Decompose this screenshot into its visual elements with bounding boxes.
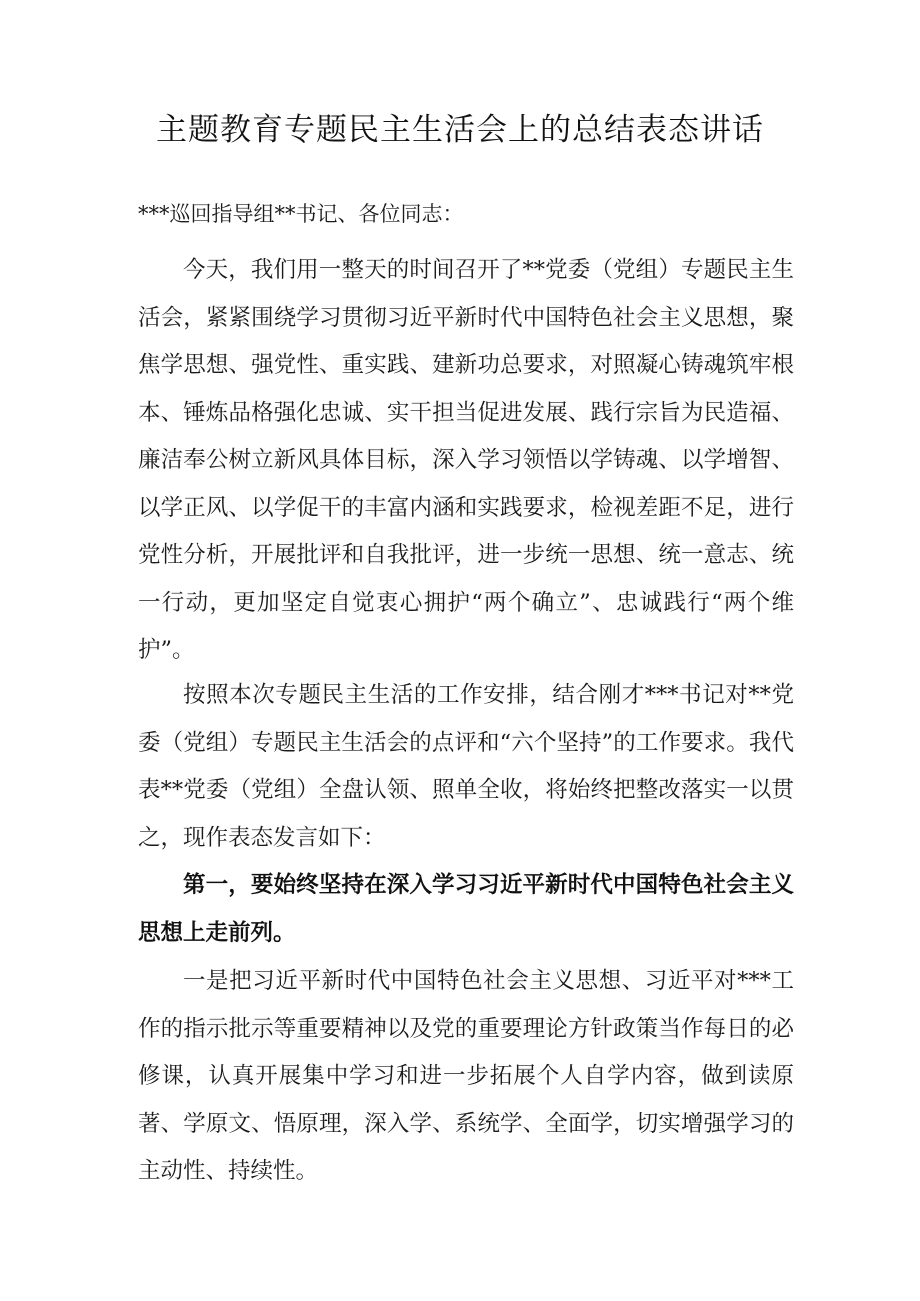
section-heading-first: 第一，要始终坚持在深入学习习近平新时代中国特色社会主义思想上走前列。	[138, 872, 794, 946]
paragraph-opening: 今天，我们用一整天的时间召开了**党委（党组）专题民主生活会，紧紧围绕学习贯彻习近平新时代中国特色社会主义思想，聚焦学思想、强党性、重实践、建新功总要求，对照凝心铸魂筑牢根本、锤炼品格强化忠诚、实干担当促进发展、践行宗旨为民造福、廉洁奉公树立新风具体目标，深入学习领悟以学铸魂、以学增智、以学正风、以学促干的丰富内涵和实践要求，检视差距不足，进行党性分析，开展批评和自我批评，进一步统一思想、统一意志、统一行动，更加坚定自觉衷心拥护“两个确立”、忠诚践行“两个维护”。	[138, 257, 794, 663]
salutation: ***巡回指导组**书记、各位同志：	[138, 202, 464, 226]
document-title: 主题教育专题民主生活会上的总结表态讲话	[156, 112, 764, 148]
paragraph-arrangement: 按照本次专题民主生活的工作安排，结合刚才***书记对**党委（党组）专题民主生活会的点评和“六个坚持”的工作要求。我代表**党委（党组）全盘认领、照单全收，将始终把整改落实一以贯之，现作表态发言如下：	[138, 682, 794, 851]
paragraph-point-one: 一是把习近平新时代中国特色社会主义思想、习近平对***工作的指示批示等重要精神以及党的重要理论方针政策当作每日的必修课，认真开展集中学习和进一步拓展个人自学内容，做到读原著、学原文、悟原理，深入学、系统学、全面学，切实增强学习的主动性、持续性。	[138, 968, 794, 1184]
